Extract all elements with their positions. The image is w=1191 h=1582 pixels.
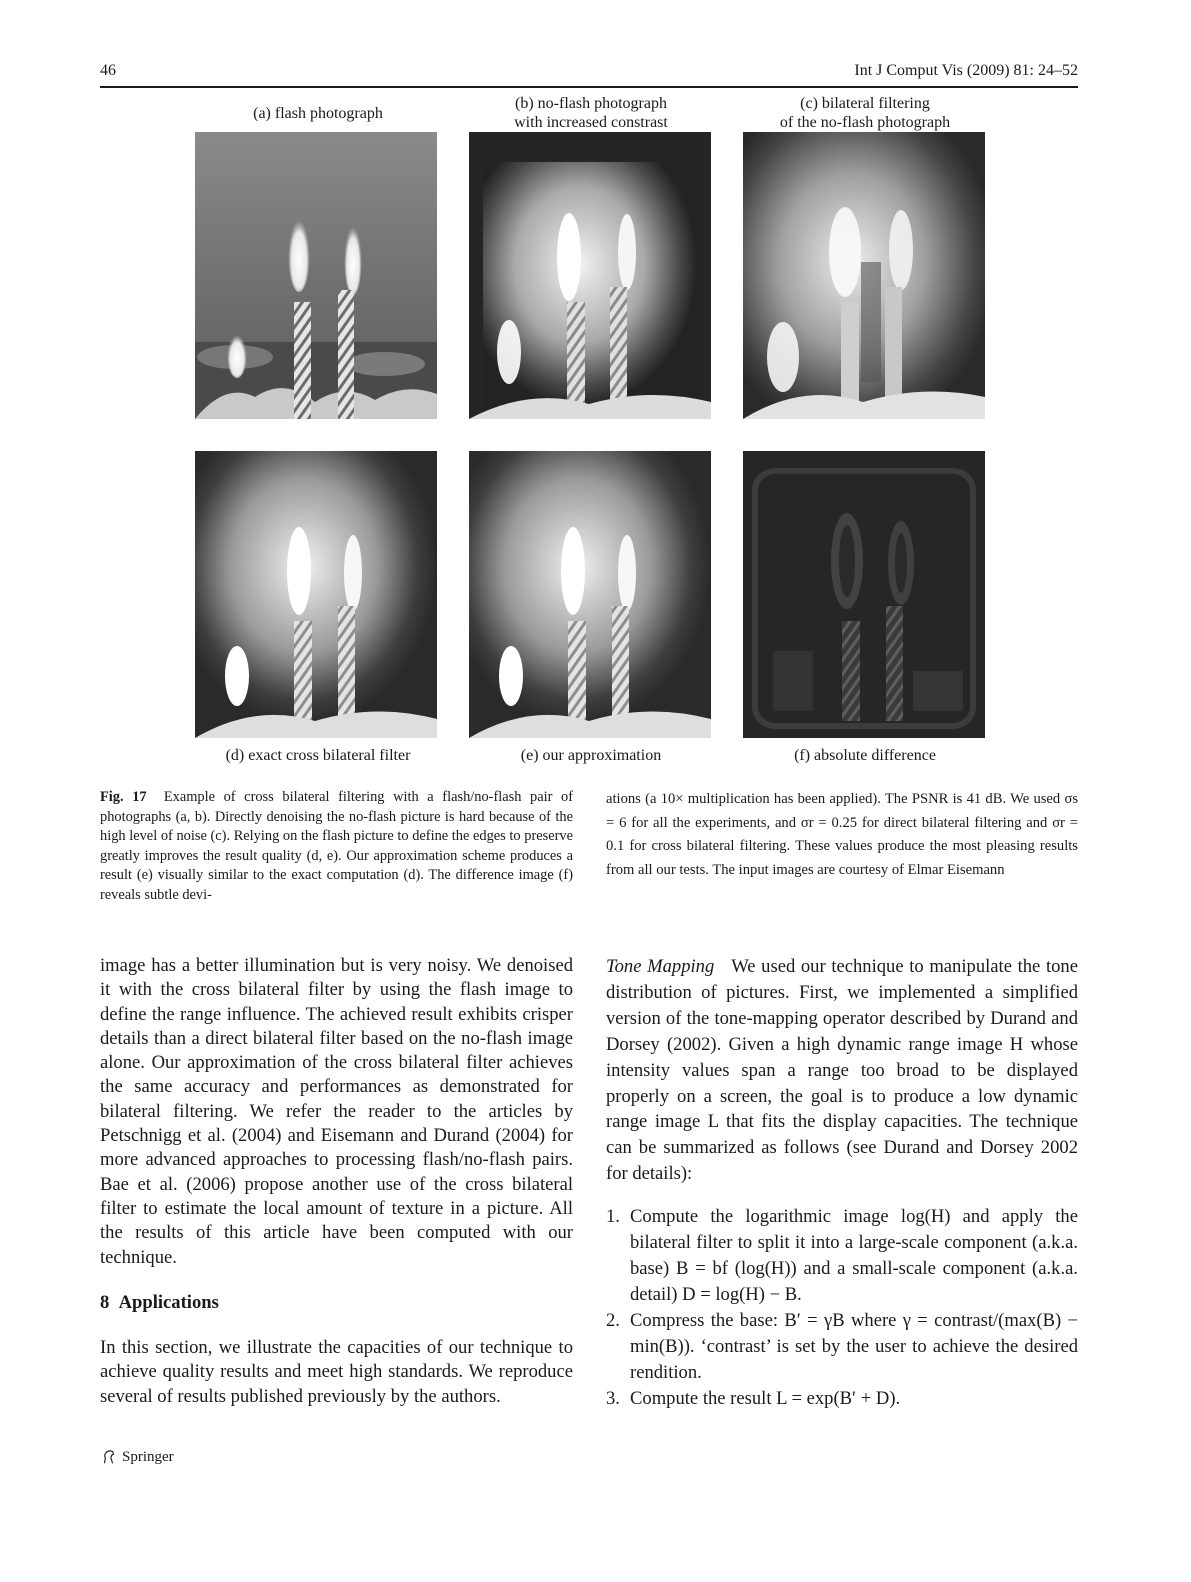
panel-d-label: (d) exact cross bilateral filter: [225, 747, 411, 764]
section-heading: 8 Applications: [100, 1292, 219, 1313]
candles-difference-photo: [743, 451, 985, 738]
springer-footer: [100, 1448, 174, 1466]
figure-label: Fig. 17: [100, 789, 147, 805]
page-number: 46: [100, 62, 116, 79]
list-item: 2. Compress the base: B′ = γB where γ = contrast/(max(B) − min(B)). ‘contrast’ is set by the user to achieve the desired rendition.: [606, 1310, 1078, 1383]
tone-mapping-steps: [606, 1204, 1078, 1412]
panel-f-label: (f) absolute difference: [794, 747, 936, 764]
candles-bilateral-photo: [743, 132, 985, 419]
panel-b-label: (b) no-flash photograph with increased constrast: [514, 95, 668, 131]
tone-mapping-title: Tone Mapping: [606, 956, 715, 977]
body-paragraph-left: image has a better illumination but is very noisy. We denoised it with the cross bilateral filter by using the flash image to define the range influence. The achieved result exhibits crisper details than a direct bilateral filter based on the no-flash image alone. Our approximation of the cross bilateral filter achieves the same accuracy and performances as demonstrated for bilateral filtering. We refer the reader to the articles by Petschnigg et al. (2004) and Eisemann and Durand (2004) for more advanced approaches to processing flash/no-flash pairs. Bae et al. (2006) propose another use of the cross bilateral filter to estimate the local amount of texture in a picture. All the results of this article have been computed with our technique.: [100, 955, 573, 1268]
body-paragraph-right: Tone Mapping We used our technique to manipulate the tone distribution of pictures. First, we implemented a simplified version of the tone-mapping operator described by Durand and Dorsey (2002). Given a high dynamic range image H whose intensity values span a range too broad to be displayed properly on a screen, the goal is to produce a low dynamic range image L that fits the display capacities. The technique can be summarized as follows (see Durand and Dorsey 2002 for details):: [606, 956, 1078, 1185]
list-item: 3. Compute the result L = exp(B′ + D).: [606, 1388, 901, 1409]
panel-c-label: (c) bilateral filtering of the no-flash photograph: [779, 95, 951, 131]
candles-noflash-photo: [469, 132, 711, 419]
figure-caption-left: Fig. 17 Example of cross bilateral filtering with a flash/no-flash pair of photographs (a, b). Directly denoising the no-flash picture is hard because of the high level of noise (c). Relying on the flash picture to define the edges to preserve greatly improves the result quality (d, e). Our approximation scheme produces a result (e) visually similar to the exact computation (d). The difference image (f) reveals subtle devi-: [100, 789, 574, 903]
section-paragraph: In this section, we illustrate the capacities of our technique to achieve quality results and meet high standards. We reproduce several of results published previously by the authors.: [100, 1337, 573, 1407]
list-item: 1. Compute the logarithmic image log(H) and apply the bilateral filter to split it into a large-scale component (a.k.a. base) B = bf (log(H)) and a small-scale component (a.k.a. detail) D = log(H) − B.: [606, 1206, 1078, 1305]
figure-caption-right: ations (a 10× multiplication has been applied). The PSNR is 41 dB. We used σs = 6 for all the experiments, and σr = 0.25 for direct bilateral filtering and σr = 0.1 for cross bilateral filtering. These values produce the most pleasing results from all our tests. The input images are courtesy of Elmar Eisemann: [606, 791, 1078, 878]
springer-horse-icon: [100, 1448, 118, 1466]
panel-a-label: (a) flash photograph: [253, 105, 383, 122]
panel-e-label: (e) our approximation: [520, 747, 662, 764]
candles-flash-photo: [195, 132, 437, 419]
journal-reference: Int J Comput Vis (2009) 81: 24–52: [854, 62, 1078, 79]
publisher-name: Springer: [122, 1448, 174, 1465]
candles-approximation-photo: [469, 451, 711, 738]
header-rule: [100, 86, 1078, 88]
candles-cross-bilateral-photo: [195, 451, 437, 738]
